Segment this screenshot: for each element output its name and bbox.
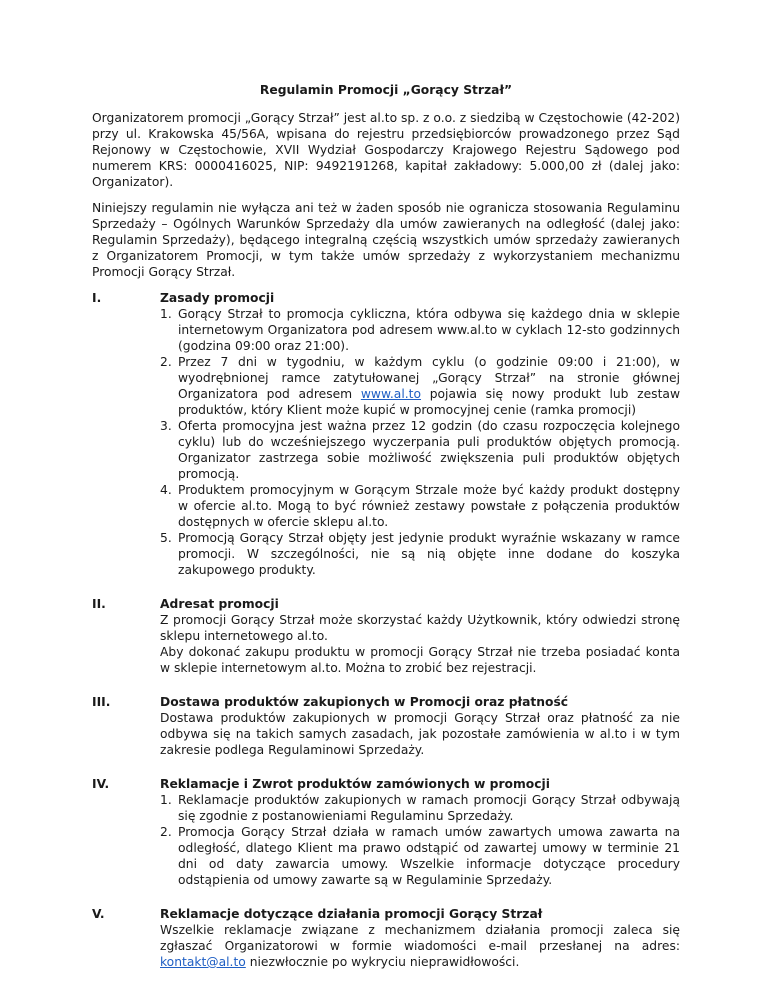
section-text [160, 922, 680, 970]
section-number: III. [92, 695, 111, 709]
section-title: Reklamacje dotyczące działania promocji Gorący Strzał [160, 907, 543, 921]
list-number: 4. [160, 483, 172, 497]
list-number: 1. [160, 793, 172, 807]
list-item-text: Promocją Gorący Strzał objęty jest jedynie produkt wyraźnie wskazany w ramce promocji. W szczególności, nie są nią objęte inne dodane do koszyka zakupowego produkty. [178, 531, 680, 577]
rules-list [160, 306, 680, 578]
complaint-text-end: niezwłocznie po wykryciu nieprawidłowości. [245, 955, 520, 969]
list-item-text: pojawia się nowy produkt lub zestaw produktów, który Klient może kupić w promocyjnej cenie (ramka promocji) [178, 387, 680, 417]
section-title: Dostawa produktów zakupionych w Promocji oraz płatność [160, 695, 569, 709]
section-text: Aby dokonać zakupu produktu w promocji Gorący Strzał nie trzeba posiadać konta w sklepie internetowym al.to. Można to zrobić bez rejestracji. [160, 645, 680, 675]
section-title: Reklamacje i Zwrot produktów zamówionych w promocji [160, 777, 550, 791]
intro-paragraph-scope: Niniejszy regulamin nie wyłącza ani też w żaden sposób nie ogranicza stosowania Regulaminu Sprzedaży – Ogólnych Warunków Sprzedaży dla umów zawieranych na odległość (dalej jako: Regulamin Sprzedaży), będącego integralną częścią wszystkich umów sprzedaży zawieranych z Organizatorem Promocji, w tym także umów sprzedaży z wykorzystaniem mechanizmu Promocji Gorący Strzał. [92, 201, 680, 279]
list-item-text: Reklamacje produktów zakupionych w ramach promocji Gorący Strzał odbywają się zgodnie z postanowieniami Regulaminu Sprzedaży. [178, 793, 680, 823]
section-delivery [92, 694, 680, 758]
list-item-text: Gorący Strzał to promocja cykliczna, która odbywa się każdego dnia w sklepie internetowym Organizatora pod adresem www.al.to w cyklach 12-sto godzinnych (godzina 09:00 oraz 21:00). [178, 307, 680, 353]
returns-list [160, 792, 680, 888]
website-link[interactable]: www.al.to [360, 387, 422, 401]
list-item [160, 530, 680, 578]
section-returns [92, 776, 680, 888]
list-item [160, 354, 680, 418]
list-number: 1. [160, 307, 172, 321]
section-rules [92, 290, 680, 578]
list-item-text: Promocja Gorący Strzał działa w ramach umów zawartych umowa zawarta na odległość, dlatego Klient ma prawo odstąpić od zawartej umowy w terminie 21 dni od daty zawarcia umowy. Wszelkie informacje dotyczące procedury odstąpienia od umowy zawarte są w Regulaminie Sprzedaży. [178, 825, 680, 887]
section-text: Dostawa produktów zakupionych w promocji Gorący Strzał oraz płatność za nie odbywa się na takich samych zasadach, jak pozostałe zamówienia w al.to i w tym zakresie podlega Regulaminowi Sprzedaży. [160, 711, 680, 757]
intro-paragraph-organizer: Organizatorem promocji „Gorący Strzał” jest al.to sp. z o.o. z siedzibą w Częstochowie (42-202) przy ul. Krakowska 45/56A, wpisana do rejestru przedsiębiorców prowadzonego przez Sąd Rejonowy w Częstochowie, XVII Wydział Gospodarczy Krajowego Rejestru Sądowego pod numerem KRS: 0000416025, NIP: 9492191268, kapitał zakładowy: 5.000,00 zł (dalej jako: Organizator). [92, 111, 680, 189]
section-number: IV. [92, 777, 110, 791]
complaint-text: Wszelkie reklamacje związane z mechanizmem działania promocji zaleca się zgłaszać Organizatorowi w formie wiadomości e-mail przesłanej na adres: [160, 923, 680, 953]
list-item [160, 824, 680, 888]
section-text: Z promocji Gorący Strzał może skorzystać każdy Użytkownik, który odwiedzi stronę sklepu internetowego al.to. [160, 613, 680, 643]
document-title: Regulamin Promocji „Gorący Strzał” [259, 83, 513, 97]
section-number: II. [92, 597, 106, 611]
list-number: 2. [160, 825, 172, 839]
list-number: 2. [160, 355, 172, 369]
email-link[interactable]: kontakt@al.to [160, 955, 246, 969]
list-item-text: Przez 7 dni w tygodniu, w każdym cyklu (o godzinie 09:00 i 21:00), w wyodrębnionej ramce zatytułowanej „Gorący Strzał” na stronie głównej Organizatora pod adresem [178, 355, 680, 401]
list-item [160, 306, 680, 354]
section-complaints [92, 906, 680, 970]
list-number: 5. [160, 531, 172, 545]
list-item-text: Produktem promocyjnym w Gorącym Strzale może być każdy produkt dostępny w ofercie al.to. Mogą to być również zestawy powstałe z połączenia produktów dostępnych w ofercie sklepu al.to. [178, 483, 680, 529]
list-item [160, 482, 680, 530]
list-item-text: Oferta promocyjna jest ważna przez 12 godzin (do czasu rozpoczęcia kolejnego cyklu) lub do wcześniejszego wyczerpania puli produktów objętych promocją. Organizator zastrzega sobie możliwość zwiększenia puli produktów objętych promocją. [178, 419, 680, 481]
list-item [160, 418, 680, 482]
section-number: I. [92, 291, 102, 305]
section-number: V. [92, 907, 105, 921]
list-item [160, 792, 680, 824]
section-title: Adresat promocji [160, 597, 279, 611]
section-title: Zasady promocji [160, 291, 275, 305]
document-page [92, 82, 680, 988]
list-number: 3. [160, 419, 172, 433]
section-addressee [92, 596, 680, 676]
